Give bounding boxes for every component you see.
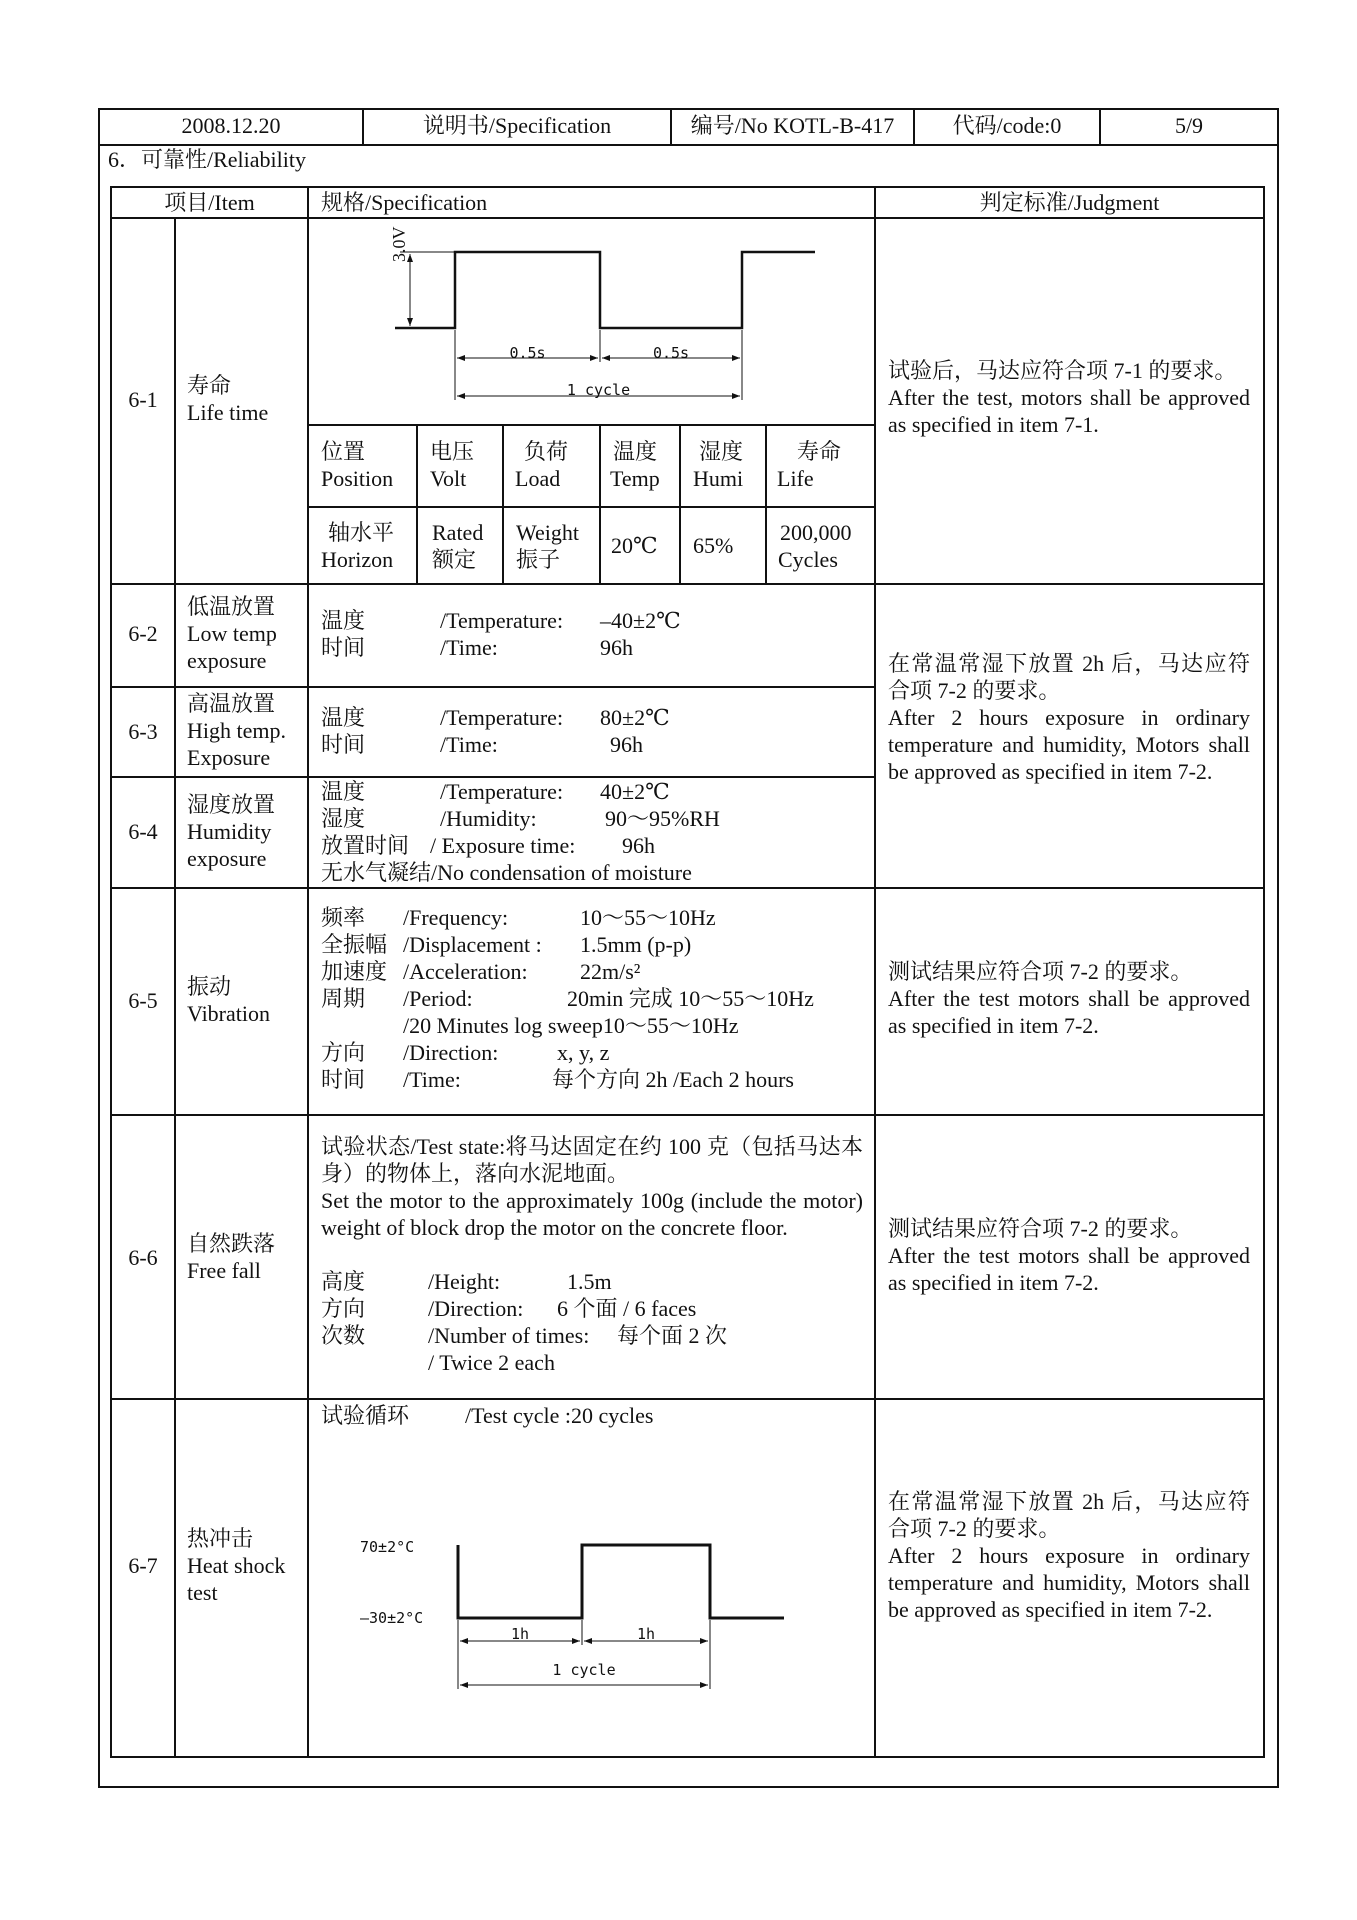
line-6-1-bottom	[110, 583, 1265, 585]
sub-v-volt-l1: Rated	[432, 520, 484, 545]
r65-val-acceleration: 22m/s²	[580, 959, 641, 984]
frame-top	[98, 108, 1279, 110]
row-6-2-name-l3: exposure	[187, 648, 267, 673]
r65-key-acceleration: /Acceleration:	[403, 959, 528, 984]
row-6-4-name-l2: Humidity	[187, 819, 272, 844]
sub-v4	[679, 424, 681, 584]
heat-low-label: –30±2°C	[360, 1609, 424, 1627]
line-6-5-bottom	[110, 1114, 1265, 1116]
r66-key-times: /Number of times:	[428, 1323, 590, 1348]
r66-val-times: 每个面 2 次	[617, 1323, 728, 1348]
r66-label-times: 次数	[321, 1323, 366, 1348]
sub-h-humi-en: Humi	[693, 466, 744, 491]
row-6-7-judgment-cn: 在常温常湿下放置 2h 后，马达应符合项 7-2 的要求。	[888, 1489, 1250, 1541]
row-6-7-name-l1: 热冲击	[187, 1526, 254, 1551]
r65-key-sweep: /20 Minutes log sweep10～55～10Hz	[403, 1013, 739, 1038]
r64-val-temp: 40±2℃	[600, 779, 670, 804]
sub-top	[307, 424, 875, 426]
r62-key-time: /Time:	[440, 635, 498, 660]
row-6-1-judgment	[888, 357, 1250, 438]
r63-label-time: 时间	[321, 732, 366, 757]
th-item: 项目/Item	[164, 190, 255, 215]
r65-val-period: 20min 完成 10～55～10Hz	[567, 986, 814, 1011]
row-6-5-judgment-cn: 测试结果应符合项 7-2 的要求。	[888, 959, 1193, 984]
r64-val-humi: 90～95%RH	[605, 806, 720, 831]
sub-v-position-l1: 轴水平	[328, 520, 395, 545]
row-6-2-id: 6-2	[128, 621, 158, 646]
r64-key-temp: /Temperature:	[440, 779, 564, 804]
sub-v-volt-l2: 额定	[432, 547, 477, 572]
row-6-6-id: 6-6	[128, 1245, 158, 1270]
r66-key-height: /Height:	[428, 1269, 501, 1294]
r62-label-temp: 温度	[321, 608, 366, 633]
r66-key-direction: /Direction:	[428, 1296, 524, 1321]
row-6-1-judgment-cn: 试验后，马达应符合项 7-1 的要求。	[888, 358, 1237, 383]
row-6-6-judgment-en: After the test motors shall be approved as specified in item 7-2.	[888, 1243, 1250, 1295]
row-6-5-name-en: Vibration	[187, 1001, 270, 1026]
header-date: 2008.12.20	[181, 113, 281, 138]
r62-val-temp: –40±2℃	[600, 608, 681, 633]
sub-h-volt-en: Volt	[430, 466, 467, 491]
sub-v5	[765, 424, 767, 584]
frame-left	[98, 108, 100, 1788]
header-page: 5/9	[1174, 113, 1204, 138]
life-half2-label: 0.5s	[652, 344, 690, 362]
r66-key-twice: / Twice 2 each	[428, 1350, 555, 1375]
heat-cycle-label: 1 cycle	[552, 1661, 616, 1679]
heat-seg2-label: 1h	[636, 1625, 656, 1643]
sub-v-humi: 65%	[693, 533, 734, 558]
row-6-7-judgment	[888, 1488, 1250, 1623]
sub-h-humi-cn: 湿度	[699, 439, 744, 464]
r63-val-time: 96h	[610, 732, 643, 757]
r65-val-time: 每个方向 2h /Each 2 hours	[552, 1067, 794, 1092]
row-6-6-judgment	[888, 1215, 1250, 1296]
tbl-head-bottom	[110, 217, 1265, 219]
r62-label-time: 时间	[321, 635, 366, 660]
row-6-4-name-l3: exposure	[187, 846, 267, 871]
r64-label-exposure: 放置时间	[321, 833, 410, 858]
row-6-1-judgment-en: After the test, motors shall be approved as specified in item 7-1.	[888, 385, 1250, 437]
row-6-3-name-l1: 高温放置	[187, 691, 276, 716]
frame-bottom	[98, 1786, 1279, 1788]
r65-label-direction: 方向	[321, 1040, 366, 1065]
sub-v-load-l2: 振子	[516, 547, 561, 572]
line-6-2-bottom	[110, 686, 876, 688]
r66-label-direction: 方向	[321, 1296, 366, 1321]
sub-h-position-en: Position	[321, 466, 394, 491]
row-6-3-name-l2: High temp.	[187, 718, 286, 743]
r65-label-acceleration: 加速度	[321, 959, 388, 984]
row-6-3-name-l3: Exposure	[187, 745, 271, 770]
tbl-bottom	[110, 1756, 1265, 1758]
row-6-2-4-judgment-en: After 2 hours exposure in ordinary temperature and humidity, Motors shall be approved as specified in item 7-2.	[888, 705, 1250, 784]
sub-h-position-cn: 位置	[321, 439, 366, 464]
r64-note: 无水气凝结/No condensation of moisture	[321, 860, 692, 885]
r65-key-displacement: /Displacement :	[403, 932, 542, 957]
row-6-2-name-l1: 低温放置	[187, 594, 276, 619]
life-cycle-label: 1 cycle	[566, 381, 631, 399]
row-6-5-judgment-en: After the test motors shall be approved as specified in item 7-2.	[888, 986, 1250, 1038]
r65-label-period: 周期	[321, 986, 366, 1011]
r65-val-displacement: 1.5mm (p-p)	[580, 932, 692, 957]
row-6-5-id: 6-5	[128, 988, 158, 1013]
r65-val-direction: x, y, z	[557, 1040, 610, 1065]
heat-high-label: 70±2°C	[360, 1538, 415, 1556]
sub-v-position-l2: Horizon	[321, 547, 394, 572]
row-6-6-judgment-cn: 测试结果应符合项 7-2 的要求。	[888, 1216, 1193, 1241]
row-6-1-name-en: Life time	[187, 400, 269, 425]
sub-v-life-l1: 200,000	[780, 520, 852, 545]
sub-v-life-l2: Cycles	[778, 547, 838, 572]
r64-label-humi: 湿度	[321, 806, 366, 831]
row-6-2-4-judgment-cn: 在常温常湿下放置 2h 后，马达应符合项 7-2 的要求。	[888, 651, 1250, 703]
row-6-6-name-en: Free fall	[187, 1258, 261, 1283]
row-6-4-name-l1: 湿度放置	[187, 792, 276, 817]
sub-h-temp-en: Temp	[610, 466, 660, 491]
tbl-right	[1263, 186, 1265, 1758]
r63-key-time: /Time:	[440, 732, 498, 757]
r65-label-time: 时间	[321, 1067, 366, 1092]
th-judgment: 判定标准/Judgment	[979, 190, 1160, 215]
line-6-4-bottom	[110, 887, 1265, 889]
line-6-6-bottom	[110, 1398, 1265, 1400]
sub-v3	[599, 424, 601, 584]
r66-text-en: Set the motor to the approximately 100g (include the motor) weight of block drop the motor on the concrete floor.	[321, 1188, 863, 1240]
header-code: 代码/code:0	[952, 113, 1062, 138]
row-6-1-name-cn: 寿命	[187, 373, 232, 398]
r64-label-temp: 温度	[321, 779, 366, 804]
r64-key-humi: /Humidity:	[440, 806, 537, 831]
tbl-left	[110, 186, 112, 1758]
sub-v-temp: 20℃	[611, 533, 658, 558]
header-number: 编号/No KOTL-B-417	[690, 113, 895, 138]
tbl-top	[110, 186, 1265, 188]
header-doc-type: 说明书/Specification	[422, 113, 612, 138]
row-6-6-name-cn: 自然跌落	[187, 1231, 276, 1256]
sub-h-load-cn: 负荷	[524, 439, 569, 464]
r66-test-state	[321, 1133, 863, 1241]
life-half1-label: 0.5s	[509, 344, 546, 362]
r62-val-time: 96h	[600, 635, 633, 660]
sub-h-temp-cn: 温度	[613, 439, 658, 464]
r64-val-exposure: 96h	[622, 833, 655, 858]
sub-v-load-l1: Weight	[516, 520, 579, 545]
r63-key-temp: /Temperature:	[440, 705, 564, 730]
r67-cycle-label: 试验循环	[321, 1403, 410, 1428]
life-volt-label: 3.0V	[389, 226, 409, 262]
th-spec: 规格/Specification	[321, 190, 488, 215]
row-6-7-name-l2: Heat shock	[187, 1553, 286, 1578]
sub-h-volt-cn: 电压	[430, 439, 475, 464]
row-6-7-judgment-en: After 2 hours exposure in ordinary temperature and humidity, Motors shall be approved as specified in item 7-2.	[888, 1543, 1250, 1622]
row-6-1-id: 6-1	[128, 387, 158, 412]
row-6-3-id: 6-3	[128, 719, 158, 744]
r67-cycle-key: /Test cycle :20 cycles	[465, 1403, 654, 1428]
sub-v2	[502, 424, 504, 584]
sub-h-life-cn: 寿命	[797, 439, 842, 464]
r66-label-height: 高度	[321, 1269, 366, 1294]
r62-key-temp: /Temperature:	[440, 608, 564, 633]
r63-label-temp: 温度	[321, 705, 366, 730]
r65-val-frequency: 10～55～10Hz	[580, 905, 716, 930]
section-title: 6．可靠性/Reliability	[108, 147, 306, 172]
row-6-5-judgment	[888, 958, 1250, 1039]
r65-label-displacement: 全振幅	[321, 932, 388, 957]
heat-seg1-label: 1h	[510, 1625, 530, 1643]
row-6-7-name-l3: test	[187, 1580, 218, 1605]
tbl-speccol	[874, 186, 876, 1758]
r66-val-direction: 6 个面 / 6 faces	[557, 1296, 697, 1321]
row-6-4-id: 6-4	[128, 819, 158, 844]
r66-val-height: 1.5m	[567, 1269, 612, 1294]
tbl-namecol	[307, 186, 309, 1758]
row-6-7-id: 6-7	[128, 1553, 158, 1578]
sub-v1	[416, 424, 418, 584]
row-6-2-4-judgment	[888, 650, 1250, 785]
tbl-idcol	[174, 217, 176, 1758]
r65-key-frequency: /Frequency:	[403, 905, 509, 930]
r66-text-cn: 试验状态/Test state:将马达固定在约 100 克（包括马达本身）的物体上，落向水泥地面。	[321, 1134, 863, 1186]
r65-key-direction: /Direction:	[403, 1040, 499, 1065]
r65-label-frequency: 频率	[321, 905, 366, 930]
sub-h-life-en: Life	[777, 466, 814, 491]
r64-key-exposure: / Exposure time:	[430, 833, 576, 858]
frame-right	[1277, 108, 1279, 1788]
row-6-2-name-l2: Low temp	[187, 621, 277, 646]
sub-mid	[307, 506, 875, 508]
r65-key-time: /Time:	[403, 1067, 461, 1092]
r63-val-temp: 80±2℃	[600, 705, 670, 730]
row-6-5-name-cn: 振动	[187, 974, 232, 999]
r65-key-period: /Period:	[403, 986, 473, 1011]
sub-h-load-en: Load	[515, 466, 561, 491]
